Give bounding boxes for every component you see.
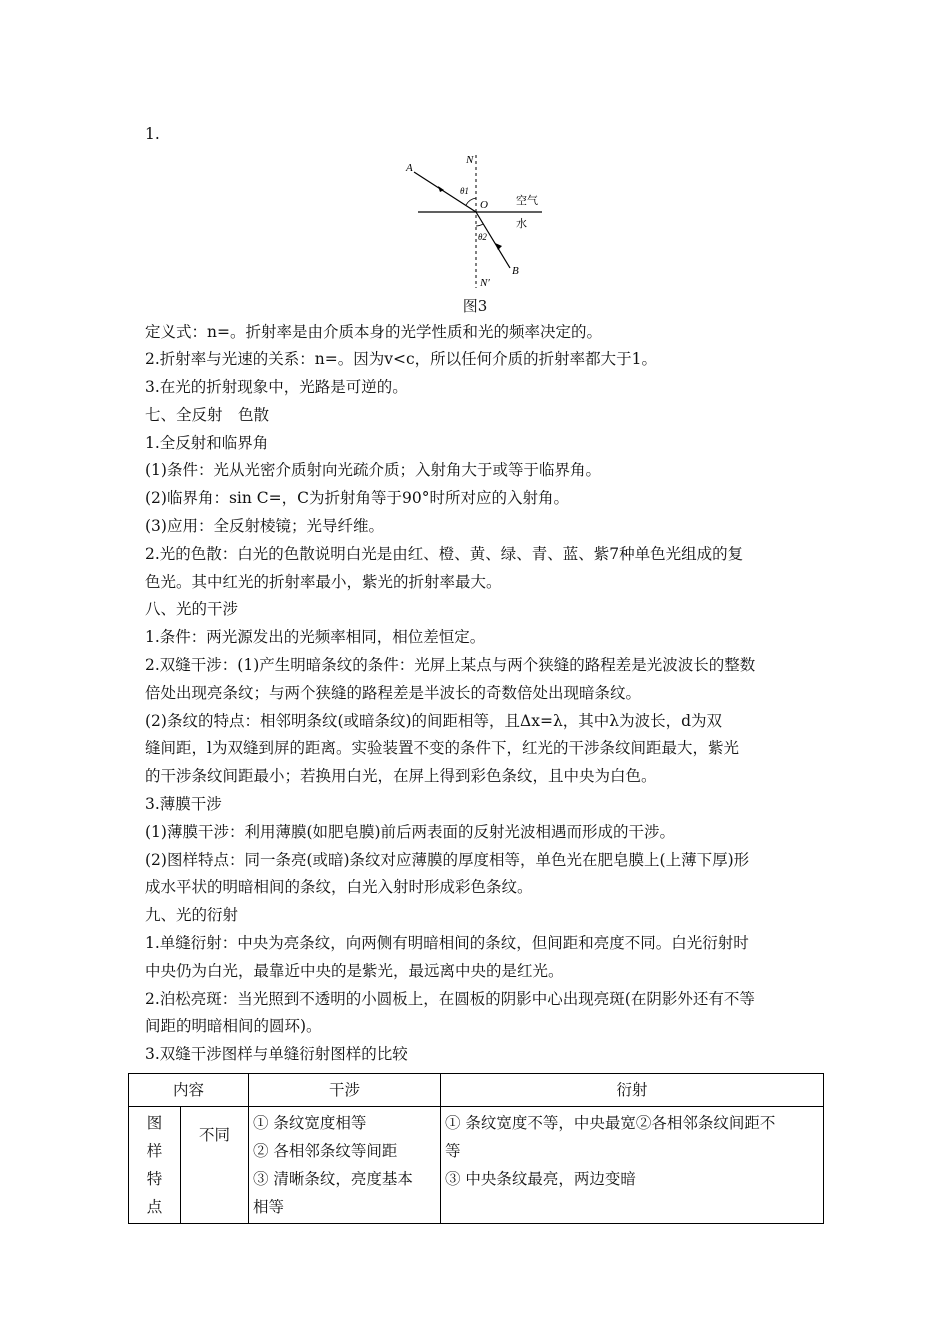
label-O: O	[480, 199, 488, 211]
text-line: 3.双缝干涉图样与单缝衍射图样的比较	[145, 1045, 408, 1063]
diffraction-cell: ① 条纹宽度不等，中央最宽②各相邻条纹间距不 等 ③ 中央条纹最亮，两边变暗	[441, 1107, 824, 1224]
section-heading: 七、全反射 色散	[145, 406, 270, 424]
text-line: 倍处出现亮条纹；与两个狭缝的路程差是半波长的奇数倍处出现暗条纹。	[145, 684, 642, 702]
section-heading: 八、光的干涉	[145, 600, 239, 618]
header-interference: 干涉	[249, 1074, 441, 1107]
text-line: 成水平状的明暗相间的条纹，白光入射时形成彩色条纹。	[145, 878, 533, 896]
text-line: 定义式：n=。折射率是由介质本身的光学性质和光的频率决定的。	[145, 323, 602, 341]
text-line: 1.单缝衍射：中央为亮条纹，向两侧有明暗相间的条纹，但间距和亮度不同。白光衍射时	[145, 934, 749, 952]
angle-arc-2	[476, 224, 483, 226]
text-line: 2.光的色散：白光的色散说明白光是由红、橙、黄、绿、青、蓝、紫7种单色光组成的复	[145, 545, 744, 563]
label-N-prime: N′	[480, 277, 490, 289]
comparison-table	[128, 1073, 824, 1224]
refraction-diagram	[400, 150, 550, 300]
text-line: 缝间距，l为双缝到屏的距离。实验装置不变的条件下，红光的干涉条纹间距最大，紫光	[145, 739, 739, 757]
text-line: 1.	[145, 125, 160, 143]
refracted-arrow	[495, 243, 502, 250]
header-diffraction: 衍射	[441, 1074, 824, 1107]
angle-arc-1	[466, 198, 476, 205]
label-A: A	[406, 162, 413, 174]
section-heading: 九、光的衍射	[145, 906, 239, 924]
text-line: 1.全反射和临界角	[145, 434, 269, 452]
text-line: 中央仍为白光，最靠近中央的是紫光，最远离中央的是红光。	[145, 962, 564, 980]
text-line: 3.薄膜干涉	[145, 795, 222, 813]
text-line: 2.双缝干涉：(1)产生明暗条纹的条件：光屏上某点与两个狭缝的路程差是光波波长的整数	[145, 656, 756, 674]
interference-cell: ① 条纹宽度相等 ② 各相邻条纹等间距 ③ 清晰条纹，亮度基本 相等	[249, 1107, 441, 1224]
text-line: 3.在光的折射现象中，光路是可逆的。	[145, 378, 408, 396]
text-line: (2)临界角：sin C=，C为折射角等于90°时所对应的入射角。	[145, 489, 569, 507]
table-header-row	[129, 1074, 824, 1107]
text-line: (2)条纹的特点：相邻明条纹(或暗条纹)的间距相等，且Δx=λ，其中λ为波长，d为双	[145, 712, 723, 730]
text-line: (3)应用：全反射棱镜；光导纤维。	[145, 517, 384, 535]
figure-caption: 图3	[462, 297, 488, 315]
label-air: 空气	[516, 194, 538, 207]
header-content: 内容	[129, 1074, 249, 1107]
text-line: 1.条件：两光源发出的光频率相同，相位差恒定。	[145, 628, 486, 646]
text-line: 2.折射率与光速的关系：n=。因为v<c，所以任何介质的折射率都大于1。	[145, 350, 658, 368]
text-line: 色光。其中红光的折射率最小，紫光的折射率最大。	[145, 573, 502, 591]
label-theta2: θ2	[478, 232, 487, 242]
label-theta1: θ1	[460, 186, 469, 196]
text-line: (1)条件：光从光密介质射向光疏介质；入射角大于或等于临界角。	[145, 461, 601, 479]
row-label: 图 样 特 点	[129, 1107, 181, 1224]
label-B: B	[512, 265, 519, 277]
label-water: 水	[516, 217, 527, 230]
text-line: 2.泊松亮斑：当光照到不透明的小圆板上，在圆板的阴影中心出现亮斑(在阴影外还有不等	[145, 990, 755, 1008]
label-N: N	[466, 154, 474, 166]
text-line: (2)图样特点：同一条亮(或暗)条纹对应薄膜的厚度相等，单色光在肥皂膜上(上薄下厚)形	[145, 851, 750, 869]
table-row	[129, 1107, 824, 1224]
text-line: 间距的明暗相间的圆环)。	[145, 1017, 322, 1035]
text-line: 的干涉条纹间距最小；若换用白光，在屏上得到彩色条纹，且中央为白色。	[145, 767, 657, 785]
text-line: (1)薄膜干涉：利用薄膜(如肥皂膜)前后两表面的反射光波相遇而形成的干涉。	[145, 823, 676, 841]
sub-label: 不同	[181, 1107, 249, 1224]
